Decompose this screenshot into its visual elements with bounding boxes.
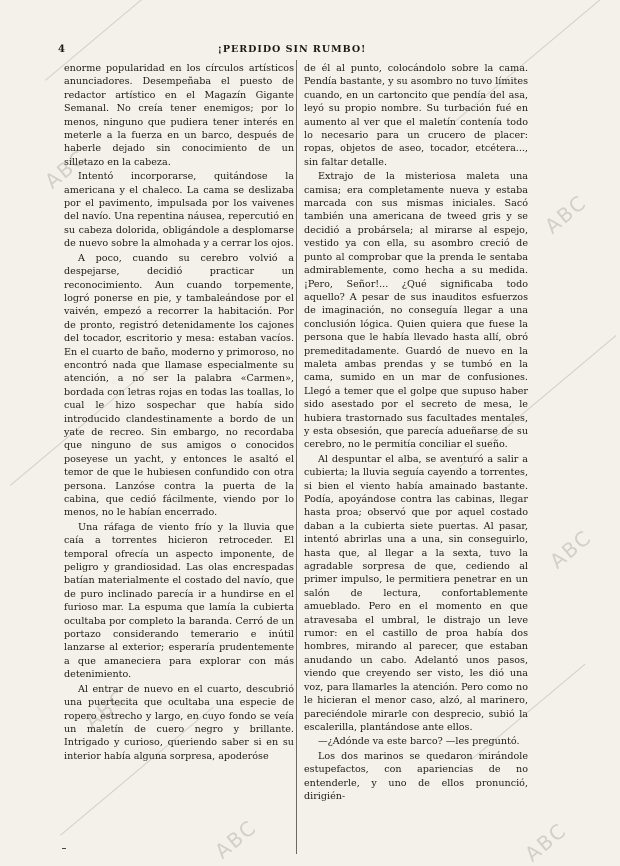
watermark-logo: ABC [40,144,92,194]
watermark-logo: ABC [210,814,262,864]
page-header [58,44,526,56]
paragraph: Al entrar de nuevo en el cuarto, descubrió una puertecita que ocultaba una especie de ropero estrecho y largo, en cuyo fondo se veía un maletín de cuero negro y brillante. Intrigado y curioso, queriendo saber si en su interior había alguna sorpresa, apoderóse [64,683,294,762]
paragraph: de él al punto, colocándolo sobre la cama. Pendía bastante, y su asombro no tuvo límites cuando, en un cartoncito que pendía del asa, leyó su propio nombre. Su turbación fué en aumento al ver que el maletín contenía todo lo necesario para un crucero de placer: ropas, objetos de aseo, tocador, etcétera..., sin faltar detalle. [304,63,528,168]
watermark-logo: ABC [545,524,597,574]
paragraph: enorme popularidad en los círculos artísticos anunciadores. Desempeñaba el puesto de redactor artístico en el Magazín Gigante Semanal. No creía tener enemigos; por lo menos, ninguno que pudiera tener interés en meterle a la fuerza en un barco, después de haberle dejado sin conocimiento de un silletazo en la cabeza. [64,63,294,168]
running-head: ¡PERDIDO SIN RUMBO! [217,44,367,55]
watermark-logo: ABC [80,684,132,734]
paragraph: Extrajo de la misteriosa maleta una camisa; era completamente nueva y estaba marcada con sus mismas iniciales. Sacó también una americana de tweed gris y se decidió a probársela; al mirarse al espejo, vestido ya con ella, su asombro creció de punto al comprobar que la prenda le sentaba admirablemente, como hecha a su medida. ¡Pero, Señor!... ¿Qué significaba todo aquello? A pesar de sus inauditos esfuerzos de imaginación, no conseguía llegar a una conclusión lógica. Quien quiera que fuese la persona que le había llevado hasta allí, obró premeditadamente. Guardó de nuevo en la maleta ambas prendas y se tumbó en la cama, sumido en un mar de confusiones. Llegó a temer que el golpe que supuso haber sido asestado por el secreto de mesa, le hubiera trastornado sus facultades mentales, y esta obsesión, que parecía adueñarse de su cerebro, no le permitía conciliar el sueño. [304,171,528,451]
column-divider [296,60,297,854]
footer-mark [62,848,66,849]
watermark-logo: ABC [540,189,592,239]
right-column [304,62,528,852]
paragraph: Al despuntar el alba, se aventuró a salir a cubierta; la lluvia seguía cayendo a torrentes, si bien el viento había amainado bastante. Podía, apoyándose contra las cabinas, llegar hasta proa; observó que por aquel costado daban a la cubierta siete puertas. Al pasar, intentó abrirlas una a una, sin conseguirlo, hasta que, al llegar a la sexta, tuvo la agradable sorpresa de que, cediendo al primer impulso, le permitiera penetrar en un salón de lectura, confortablemente amueblado. Pero en el momento en que atravesaba el umbral, le distrajo un leve rumor: en el castillo de proa había dos hombres, mirando al parecer, que estaban anudando un cabo. Adelantó unos pasos, viendo que creyendo ser visto, les dió una voz, para llamarles la atención. Pero como no le hicieran el menor caso, alzó, al marinero, pareciéndole mirarle con desprecio, subió la escalerilla, plantándose ante ellos. [304,453,528,733]
paragraph: —¿Adónde va este barco? —les preguntó. [318,736,520,748]
paragraph: A poco, cuando su cerebro volvió a despejarse, decidió practicar un reconocimiento. Aun cuando torpemente, logró ponerse en pie, y tambaleándose por el vaivén, empezó a recorrer la habitación. Por de pronto, registró detenidamente los cajones del tocador, escritorio y mesa: estaban vacíos. En el cuarto de baño, moderno y primoroso, no encontró nada que llamase especialmente su atención, a no ser la palabra «Carmen», bordada con letras rojas en todas las toallas, lo cual le hizo sospechar que había sido introducido clandestinamente a bordo de un yate de recreo. Sin embargo, no recordaba que ninguno de sus amigos o conocidos poseyese un yacht, y entonces le asaltó el temor de que le hubiesen confundido con otra persona. Lanzóse contra la puerta de la cabina, que cedió fácilmente, viendo por lo menos, no le habían encerrado. [64,252,294,519]
paragraph: Una ráfaga de viento frío y la lluvia que caía a torrentes hicieron retroceder. El temporal ofrecía un aspecto imponente, de peligro y grandiosidad. Las olas encrespadas batían materialmente el costado del navío, que de puro inclinado parecía ir a hundirse en el furioso mar. La espuma que lamía la cubierta ocultaba por completo la baranda. Cerró de un portazo considerando temerario e inútil lanzarse al exterior; esperaría prudentemente a que amaneciera para explorar con más detenimiento. [64,521,294,681]
page-number: 4 [58,44,65,55]
paragraph: Intentó incorporarse, quitándose la americana y el chaleco. La cama se deslizaba por el pavimento, impulsada por los vaivenes del navío. Una repentina náusea, repercutió en su cabeza dolorida, obligándole a desplomarse de nuevo sobre la almohada y a cerrar los ojos. [64,171,294,250]
watermark-logo: ABC [520,817,572,866]
paragraph: Los dos marinos se quedaron mirándole estupefactos, con apariencias de no entenderle, y uno de ellos pronunció, dirigién- [304,750,528,802]
